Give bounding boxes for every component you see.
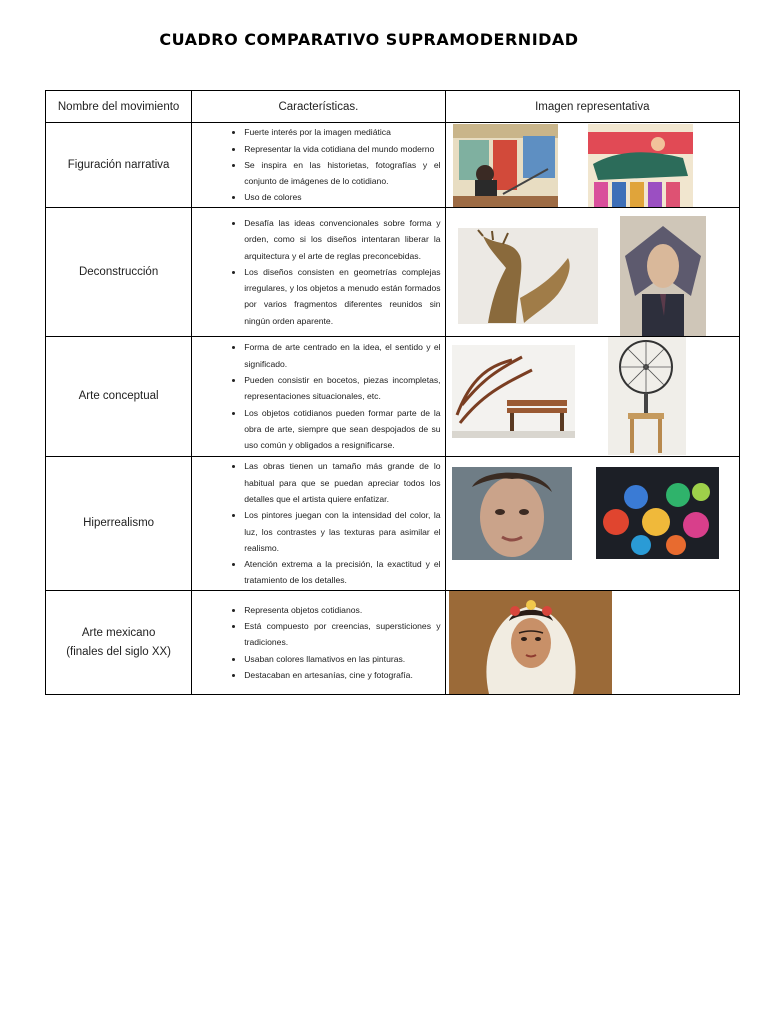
list-item: • Representar la vida cotidiana del mundo moderno <box>244 141 440 157</box>
header-movement-name: Nombre del movimiento <box>46 91 192 123</box>
images-cell <box>445 591 739 695</box>
images-cell <box>445 123 739 208</box>
artwork-image <box>452 345 575 438</box>
list-item: • Destacaban en artesanías, cine y fotografía. <box>244 667 440 683</box>
header-row <box>46 91 740 123</box>
artwork-image <box>620 216 706 336</box>
page-title: CUADRO COMPARATIVO SUPRAMODERNIDAD <box>159 30 579 49</box>
list-item: • Las obras tienen un tamaño más grande de lo habitual para que se puedan apreciar todos los detalles que el artista quiere enfatizar. <box>244 458 440 507</box>
header-representative-image: Imagen representativa <box>445 91 739 123</box>
movement-name <box>46 591 192 695</box>
movement-name: Hiperrealismo <box>46 457 192 591</box>
movement-name: Deconstrucción <box>46 208 192 337</box>
list-item: • Se inspira en las historietas, fotografías y el conjunto de imágenes de lo cotidiano. <box>244 157 440 190</box>
list-item: • Forma de arte centrado en la idea, el sentido y el significado. <box>244 339 440 372</box>
table-row <box>46 208 740 337</box>
movement-name-line: Arte mexicano <box>81 626 156 639</box>
list-item: • Los objetos cotidianos pueden formar parte de la obra de arte, siempre que sean despojados de su uso común y obligados a resignificarse. <box>244 405 440 454</box>
movement-name-line: (finales del siglo XX) <box>66 645 172 658</box>
header-characteristics: Características. <box>192 91 445 123</box>
characteristics-list <box>192 215 444 329</box>
characteristics-cell <box>192 337 445 457</box>
artwork-image <box>608 337 686 455</box>
table-row <box>46 591 740 695</box>
table-row <box>46 457 740 591</box>
characteristics-cell <box>192 457 445 591</box>
list-item: • Los diseños consisten en geometrías complejas irregulares, y los objetos a menudo están formados por varios fragmentos diferentes reunidos sin ningún orden aparente. <box>244 264 440 329</box>
artwork-image <box>449 591 612 694</box>
table-row <box>46 123 740 208</box>
movement-name: Figuración narrativa <box>46 123 192 208</box>
characteristics-list <box>192 339 444 453</box>
movement-name: Arte conceptual <box>46 337 192 457</box>
comparison-table <box>45 90 740 695</box>
list-item: • Está compuesto por creencias, supersticiones y tradiciones. <box>244 618 440 651</box>
artwork-image <box>588 124 693 207</box>
list-item: • Desafía las ideas convencionales sobre forma y orden, como si los diseños intentaran liberar la arquitectura y el arte de reglas preconcebidas. <box>244 215 440 264</box>
characteristics-list <box>192 124 444 205</box>
characteristics-list <box>192 458 444 588</box>
list-item: • Uso de colores <box>244 189 440 205</box>
images-cell <box>445 337 739 457</box>
artwork-image <box>596 467 719 559</box>
list-item: • Atención extrema a la precisión, la exactitud y el tratamiento de los detalles. <box>244 556 440 589</box>
artwork-image <box>452 467 572 560</box>
artwork-image <box>458 228 598 324</box>
artwork-image <box>453 124 558 207</box>
characteristics-cell <box>192 123 445 208</box>
list-item: • Representa objetos cotidianos. <box>244 602 440 618</box>
characteristics-list <box>192 602 444 683</box>
list-item: • Pueden consistir en bocetos, piezas incompletas, representaciones situacionales, etc. <box>244 372 440 405</box>
characteristics-cell <box>192 591 445 695</box>
list-item: • Usaban colores llamativos en las pinturas. <box>244 651 440 667</box>
list-item: • Los pintores juegan con la intensidad del color, la luz, los contrastes y las texturas para asimilar el realismo. <box>244 507 440 556</box>
characteristics-cell <box>192 208 445 337</box>
images-cell <box>445 457 739 591</box>
list-item: • Fuerte interés por la imagen mediática <box>244 124 440 140</box>
images-cell <box>445 208 739 337</box>
table-row <box>46 337 740 457</box>
